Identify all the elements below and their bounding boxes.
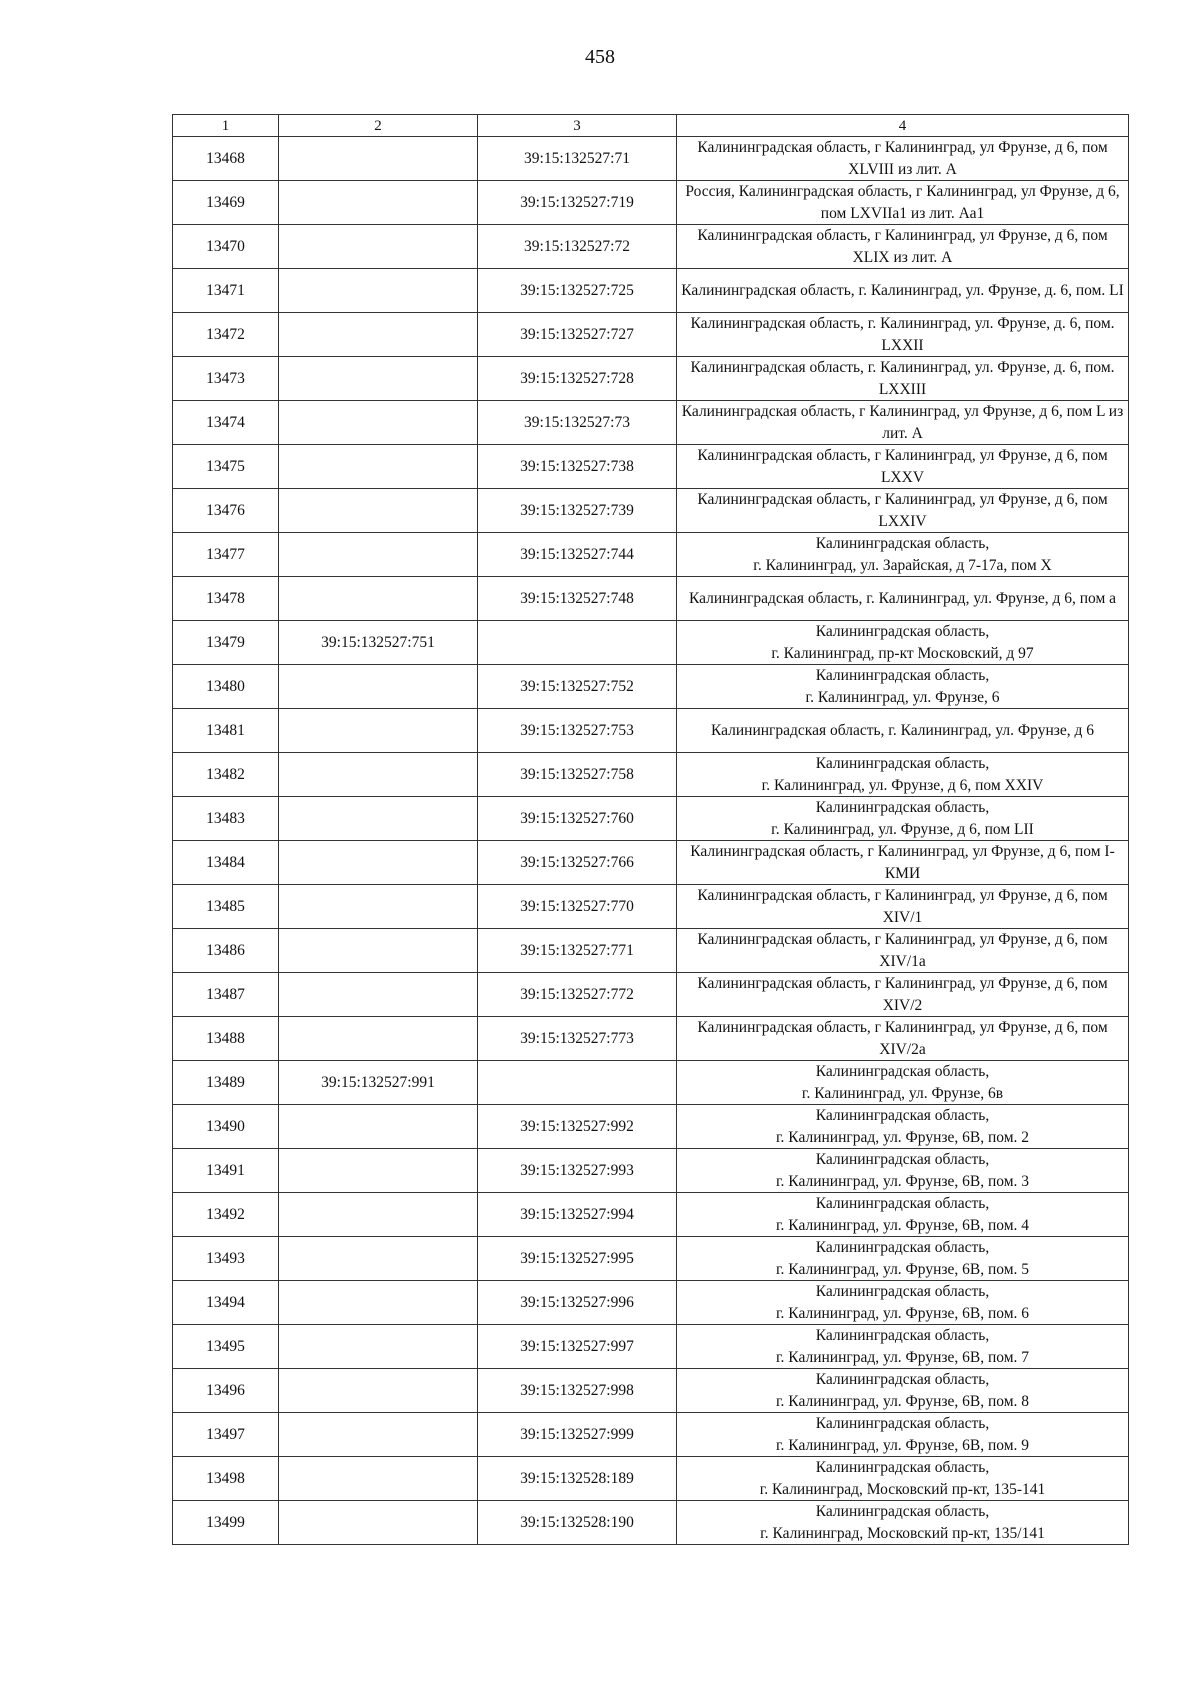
row-number-cell: 13484 — [173, 841, 279, 885]
table-row — [173, 577, 1129, 621]
cadastral-number-col2-cell — [279, 1281, 478, 1325]
table-row — [173, 137, 1129, 181]
cadastral-number-col3-cell: 39:15:132527:744 — [478, 533, 677, 577]
cadastral-number-col2-cell — [279, 181, 478, 225]
table-header-row — [173, 115, 1129, 137]
cadastral-number-col3-cell: 39:15:132527:719 — [478, 181, 677, 225]
table-row — [173, 1413, 1129, 1457]
table-row — [173, 401, 1129, 445]
address-cell: Калининградская область, г. Калининград, Московский пр-кт, 135-141 — [677, 1457, 1129, 1501]
table-row — [173, 1149, 1129, 1193]
row-number-cell: 13483 — [173, 797, 279, 841]
address-cell: Калининградская область, г. Калининград, ул. Фрунзе, 6В, пом. 7 — [677, 1325, 1129, 1369]
table-row — [173, 709, 1129, 753]
row-number-cell: 13482 — [173, 753, 279, 797]
address-cell: Калининградская область, г. Калининград, пр-кт Московский, д 97 — [677, 621, 1129, 665]
row-number-cell: 13478 — [173, 577, 279, 621]
table-row — [173, 1501, 1129, 1545]
cadastral-number-col2-cell — [279, 357, 478, 401]
cadastral-number-col3-cell: 39:15:132527:998 — [478, 1369, 677, 1413]
cadastral-number-col3-cell: 39:15:132527:772 — [478, 973, 677, 1017]
address-cell: Калининградская область, г. Калининград, ул. Фрунзе, д. 6, пом. LI — [677, 269, 1129, 313]
cadastral-number-col2-cell — [279, 313, 478, 357]
cadastral-number-col3-cell: 39:15:132527:758 — [478, 753, 677, 797]
row-number-cell: 13491 — [173, 1149, 279, 1193]
table-row — [173, 1061, 1129, 1105]
cadastral-number-col2-cell — [279, 1457, 478, 1501]
cadastral-number-col2-cell: 39:15:132527:751 — [279, 621, 478, 665]
cadastral-number-col3-cell: 39:15:132527:72 — [478, 225, 677, 269]
table-row — [173, 313, 1129, 357]
row-number-cell: 13488 — [173, 1017, 279, 1061]
address-cell: Калининградская область, г. Калининград, ул. Фрунзе, 6В, пом. 3 — [677, 1149, 1129, 1193]
cadastral-number-col2-cell — [279, 797, 478, 841]
table-row — [173, 181, 1129, 225]
cadastral-number-col3-cell: 39:15:132527:748 — [478, 577, 677, 621]
cadastral-number-col3-cell: 39:15:132527:73 — [478, 401, 677, 445]
address-cell: Калининградская область, г Калининград, ул Фрунзе, д 6, пом LXXIV — [677, 489, 1129, 533]
cadastral-number-col3-cell: 39:15:132527:995 — [478, 1237, 677, 1281]
cadastral-number-col3-cell: 39:15:132527:997 — [478, 1325, 677, 1369]
row-number-cell: 13471 — [173, 269, 279, 313]
cadastral-number-col3-cell: 39:15:132527:996 — [478, 1281, 677, 1325]
row-number-cell: 13494 — [173, 1281, 279, 1325]
column-header: 3 — [478, 115, 677, 137]
cadastral-number-col2-cell — [279, 1017, 478, 1061]
cadastral-number-col2-cell — [279, 445, 478, 489]
row-number-cell: 13497 — [173, 1413, 279, 1457]
cadastral-number-col3-cell: 39:15:132527:760 — [478, 797, 677, 841]
cadastral-number-col2-cell — [279, 269, 478, 313]
cadastral-number-col2-cell — [279, 1105, 478, 1149]
cadastral-number-col2-cell — [279, 665, 478, 709]
row-number-cell: 13485 — [173, 885, 279, 929]
cadastral-number-col2-cell — [279, 533, 478, 577]
cadastral-number-col3-cell: 39:15:132527:992 — [478, 1105, 677, 1149]
address-cell: Калининградская область, г Калининград, ул Фрунзе, д 6, пом XIV/2 — [677, 973, 1129, 1017]
table-row — [173, 445, 1129, 489]
cadastral-number-col2-cell — [279, 753, 478, 797]
table-row — [173, 489, 1129, 533]
table-row — [173, 929, 1129, 973]
table-row — [173, 1457, 1129, 1501]
cadastral-number-col2-cell — [279, 225, 478, 269]
row-number-cell: 13489 — [173, 1061, 279, 1105]
cadastral-number-col2-cell — [279, 1193, 478, 1237]
address-cell: Калининградская область, г. Калининград, ул. Фрунзе, 6В, пом. 2 — [677, 1105, 1129, 1149]
row-number-cell: 13496 — [173, 1369, 279, 1413]
cadastral-number-col3-cell: 39:15:132527:993 — [478, 1149, 677, 1193]
table-row — [173, 269, 1129, 313]
row-number-cell: 13499 — [173, 1501, 279, 1545]
table-row — [173, 1281, 1129, 1325]
row-number-cell: 13472 — [173, 313, 279, 357]
address-cell: Калининградская область, г Калининград, ул Фрунзе, д 6, пом LXXV — [677, 445, 1129, 489]
cadastral-number-col2-cell — [279, 137, 478, 181]
address-cell: Калининградская область, г. Калининград, ул. Зарайская, д 7-17а, пом X — [677, 533, 1129, 577]
column-header: 1 — [173, 115, 279, 137]
row-number-cell: 13486 — [173, 929, 279, 973]
cadastral-number-col3-cell: 39:15:132527:766 — [478, 841, 677, 885]
cadastral-number-col3-cell: 39:15:132527:773 — [478, 1017, 677, 1061]
address-cell: Калининградская область, г. Калининград, ул. Фрунзе, 6В, пом. 9 — [677, 1413, 1129, 1457]
address-cell: Калининградская область, г Калининград, ул Фрунзе, д 6, пом XIV/1 — [677, 885, 1129, 929]
table-row — [173, 621, 1129, 665]
address-cell: Калининградская область, г. Калининград, Московский пр-кт, 135/141 — [677, 1501, 1129, 1545]
cadastral-number-col3-cell — [478, 621, 677, 665]
cadastral-number-col3-cell: 39:15:132527:71 — [478, 137, 677, 181]
cadastral-number-col3-cell: 39:15:132527:728 — [478, 357, 677, 401]
cadastral-number-col2-cell — [279, 709, 478, 753]
address-cell: Калининградская область, г Калининград, ул Фрунзе, д 6, пом XLVIII из лит. А — [677, 137, 1129, 181]
cadastral-number-col2-cell — [279, 489, 478, 533]
table-row — [173, 1325, 1129, 1369]
address-cell: Калининградская область, г. Калининград, ул. Фрунзе, д. 6, пом. LXXII — [677, 313, 1129, 357]
address-cell: Калининградская область, г. Калининград, ул. Фрунзе, д. 6, пом. LXXIII — [677, 357, 1129, 401]
registry-table — [172, 114, 1129, 1545]
table-row — [173, 1017, 1129, 1061]
table-row — [173, 533, 1129, 577]
cadastral-number-col2-cell — [279, 1413, 478, 1457]
cadastral-number-col2-cell — [279, 1237, 478, 1281]
row-number-cell: 13495 — [173, 1325, 279, 1369]
table-row — [173, 225, 1129, 269]
cadastral-number-col3-cell: 39:15:132527:738 — [478, 445, 677, 489]
cadastral-number-col2-cell — [279, 577, 478, 621]
row-number-cell: 13470 — [173, 225, 279, 269]
cadastral-number-col3-cell: 39:15:132527:752 — [478, 665, 677, 709]
cadastral-number-col2-cell — [279, 1149, 478, 1193]
row-number-cell: 13487 — [173, 973, 279, 1017]
row-number-cell: 13474 — [173, 401, 279, 445]
cadastral-number-col3-cell: 39:15:132527:999 — [478, 1413, 677, 1457]
address-cell: Калининградская область, г. Калининград, ул. Фрунзе, 6в — [677, 1061, 1129, 1105]
table-row — [173, 753, 1129, 797]
address-cell: Калининградская область, г Калининград, ул Фрунзе, д 6, пом XIV/1а — [677, 929, 1129, 973]
table-row — [173, 665, 1129, 709]
address-cell: Калининградская область, г. Калининград, ул. Фрунзе, д 6, пом XXIV — [677, 753, 1129, 797]
column-header: 4 — [677, 115, 1129, 137]
table-row — [173, 973, 1129, 1017]
cadastral-number-col3-cell: 39:15:132527:727 — [478, 313, 677, 357]
row-number-cell: 13468 — [173, 137, 279, 181]
column-header: 2 — [279, 115, 478, 137]
address-cell: Калининградская область, г. Калининград, ул. Фрунзе, 6В, пом. 5 — [677, 1237, 1129, 1281]
address-cell: Калининградская область, г. Калининград, ул. Фрунзе, 6В, пом. 6 — [677, 1281, 1129, 1325]
cadastral-number-col2-cell — [279, 973, 478, 1017]
row-number-cell: 13476 — [173, 489, 279, 533]
table-row — [173, 797, 1129, 841]
cadastral-number-col3-cell: 39:15:132528:189 — [478, 1457, 677, 1501]
address-cell: Калининградская область, г. Калининград, ул. Фрунзе, д 6, пом а — [677, 577, 1129, 621]
row-number-cell: 13492 — [173, 1193, 279, 1237]
address-cell: Калининградская область, г. Калининград, ул. Фрунзе, д 6, пом LII — [677, 797, 1129, 841]
cadastral-number-col2-cell — [279, 929, 478, 973]
address-cell: Калининградская область, г Калининград, ул Фрунзе, д 6, пом I-КМИ — [677, 841, 1129, 885]
page-number: 458 — [585, 46, 615, 68]
address-cell: Калининградская область, г. Калининград, ул. Фрунзе, 6 — [677, 665, 1129, 709]
address-cell: Калининградская область, г. Калининград, ул. Фрунзе, 6В, пом. 8 — [677, 1369, 1129, 1413]
address-cell: Россия, Калининградская область, г Калининград, ул Фрунзе, д 6, пом LXVIIa1 из лит. Аа1 — [677, 181, 1129, 225]
cadastral-number-col3-cell: 39:15:132527:739 — [478, 489, 677, 533]
cadastral-number-col2-cell — [279, 885, 478, 929]
address-cell: Калининградская область, г Калининград, ул Фрунзе, д 6, пом XLIX из лит. А — [677, 225, 1129, 269]
cadastral-number-col2-cell: 39:15:132527:991 — [279, 1061, 478, 1105]
row-number-cell: 13493 — [173, 1237, 279, 1281]
row-number-cell: 13477 — [173, 533, 279, 577]
address-cell: Калининградская область, г. Калининград, ул. Фрунзе, 6В, пом. 4 — [677, 1193, 1129, 1237]
row-number-cell: 13479 — [173, 621, 279, 665]
table-row — [173, 1105, 1129, 1149]
cadastral-number-col2-cell — [279, 1501, 478, 1545]
table-row — [173, 885, 1129, 929]
address-cell: Калининградская область, г Калининград, ул Фрунзе, д 6, пом L из лит. А — [677, 401, 1129, 445]
row-number-cell: 13481 — [173, 709, 279, 753]
cadastral-number-col3-cell: 39:15:132527:994 — [478, 1193, 677, 1237]
cadastral-number-col2-cell — [279, 841, 478, 885]
address-cell: Калининградская область, г. Калининград, ул. Фрунзе, д 6 — [677, 709, 1129, 753]
cadastral-number-col3-cell: 39:15:132528:190 — [478, 1501, 677, 1545]
cadastral-number-col2-cell — [279, 401, 478, 445]
row-number-cell: 13469 — [173, 181, 279, 225]
table-row — [173, 1193, 1129, 1237]
row-number-cell: 13473 — [173, 357, 279, 401]
row-number-cell: 13490 — [173, 1105, 279, 1149]
cadastral-number-col2-cell — [279, 1325, 478, 1369]
cadastral-number-col3-cell: 39:15:132527:771 — [478, 929, 677, 973]
row-number-cell: 13475 — [173, 445, 279, 489]
row-number-cell: 13480 — [173, 665, 279, 709]
cadastral-number-col3-cell: 39:15:132527:753 — [478, 709, 677, 753]
cadastral-number-col3-cell: 39:15:132527:770 — [478, 885, 677, 929]
cadastral-number-col2-cell — [279, 1369, 478, 1413]
cadastral-number-col3-cell: 39:15:132527:725 — [478, 269, 677, 313]
address-cell: Калининградская область, г Калининград, ул Фрунзе, д 6, пом XIV/2а — [677, 1017, 1129, 1061]
table-row — [173, 1369, 1129, 1413]
cadastral-number-col3-cell — [478, 1061, 677, 1105]
table-row — [173, 357, 1129, 401]
table-row — [173, 1237, 1129, 1281]
table-row — [173, 841, 1129, 885]
row-number-cell: 13498 — [173, 1457, 279, 1501]
